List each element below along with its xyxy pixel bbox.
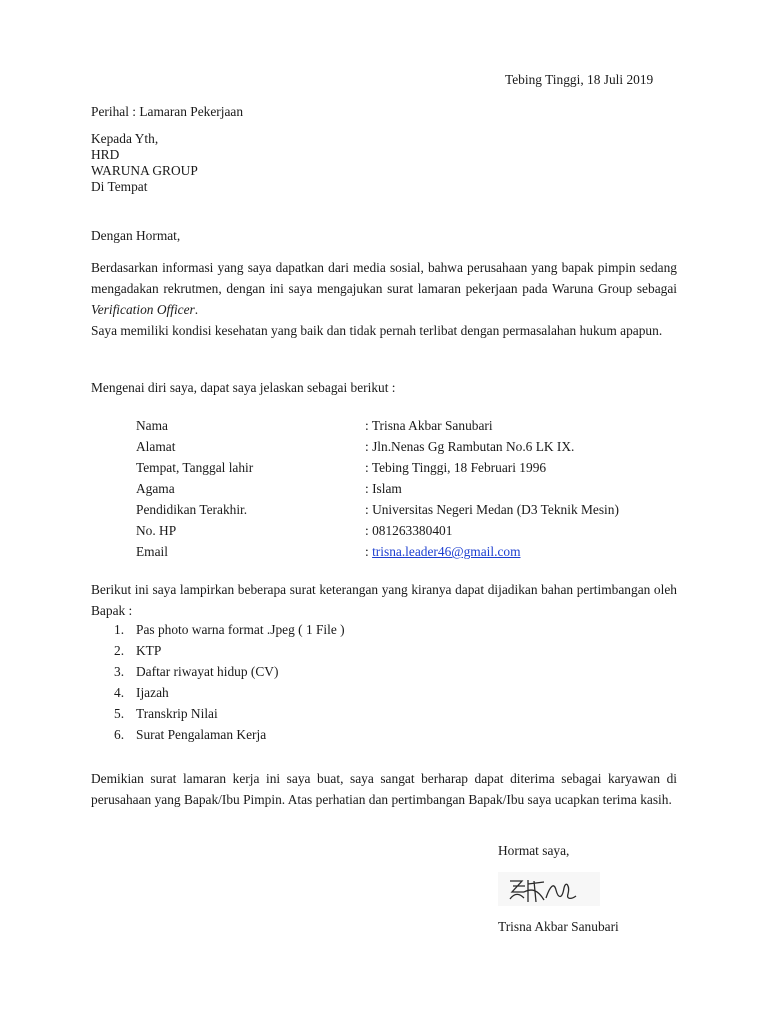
self-intro: Mengenai diri saya, dapat saya jelaskan sebagai berikut : [91, 380, 396, 395]
signature-scribble [498, 872, 600, 906]
detail-label: Nama [136, 418, 168, 433]
list-text: Daftar riwayat hidup (CV) [136, 664, 279, 679]
signature-image [498, 872, 600, 906]
detail-row [136, 460, 696, 481]
list-text: Pas photo warna format .Jpeg ( 1 File ) [136, 622, 345, 637]
greeting: Dengan Hormat, [91, 228, 181, 243]
detail-label: Agama [136, 481, 175, 496]
closing-paragraph: Demikian surat lamaran kerja ini saya buat, saya sangat berharap dapat diterima sebagai karyawan di perusahaan yang Bapak/Ibu Pimpin. Atas perhatian dan pertimbangan Bapak/Ibu saya ucapkan terima kasih. [91, 771, 677, 807]
detail-value: : Islam [365, 481, 402, 496]
list-number: 1. [114, 622, 125, 637]
detail-value: : Jln.Nenas Gg Rambutan No.6 LK IX. [365, 439, 575, 454]
detail-label: Email [136, 544, 168, 559]
detail-label: Alamat [136, 439, 176, 454]
health-paragraph: Saya memiliki kondisi kesehatan yang baik dan tidak pernah terlibat dengan permasalahan hukum apapun. [91, 323, 663, 338]
attachments-intro: Berikut ini saya lampirkan beberapa surat keterangan yang kiranya dapat dijadikan bahan pertimbangan oleh Bapak : [91, 582, 677, 618]
list-number: 5. [114, 706, 125, 721]
email-link[interactable]: trisna.leader46@gmail.com [372, 544, 521, 559]
subject-line: Perihal : Lamaran Pekerjaan [91, 104, 244, 119]
recipient-line: Kepada Yth, [91, 131, 159, 146]
list-number: 2. [114, 643, 125, 658]
detail-label: Tempat, Tanggal lahir [136, 460, 254, 475]
detail-row [136, 418, 696, 439]
list-number: 6. [114, 727, 125, 742]
signer-name: Trisna Akbar Sanubari [498, 919, 619, 934]
intro-paragraph [91, 257, 677, 320]
detail-row-email [136, 544, 696, 565]
detail-value [365, 544, 521, 560]
detail-row [136, 502, 696, 523]
recipient-line: WARUNA GROUP [91, 163, 198, 178]
list-text: KTP [136, 643, 162, 658]
detail-row [136, 439, 696, 460]
detail-value: : Universitas Negeri Medan (D3 Teknik Mesin) [365, 502, 619, 517]
sign-off: Hormat saya, [498, 843, 570, 858]
position-title: Verification Officer [91, 302, 195, 317]
detail-row [136, 523, 696, 544]
intro-text: Berdasarkan informasi yang saya dapatkan dari media sosial, bahwa perusahaan yang bapak pimpin sedang mengadakan rekrutmen, dengan ini saya mengajukan surat lamaran pekerjaan pada Waruna Group sebagai [91, 260, 677, 296]
recipient-line: Di Tempat [91, 179, 148, 194]
recipient-line: HRD [91, 147, 120, 162]
email-prefix: : [365, 544, 373, 559]
detail-label: No. HP [136, 523, 177, 538]
list-text: Transkrip Nilai [136, 706, 218, 721]
list-text: Surat Pengalaman Kerja [136, 727, 267, 742]
detail-row [136, 481, 696, 502]
list-number: 4. [114, 685, 125, 700]
list-text: Ijazah [136, 685, 169, 700]
detail-label: Pendidikan Terakhir. [136, 502, 248, 517]
detail-value: : Trisna Akbar Sanubari [365, 418, 493, 433]
intro-end: . [194, 302, 199, 317]
detail-value: : 081263380401 [365, 523, 453, 538]
place-date: Tebing Tinggi, 18 Juli 2019 [505, 72, 654, 87]
list-number: 3. [114, 664, 125, 679]
detail-value: : Tebing Tinggi, 18 Februari 1996 [365, 460, 547, 475]
